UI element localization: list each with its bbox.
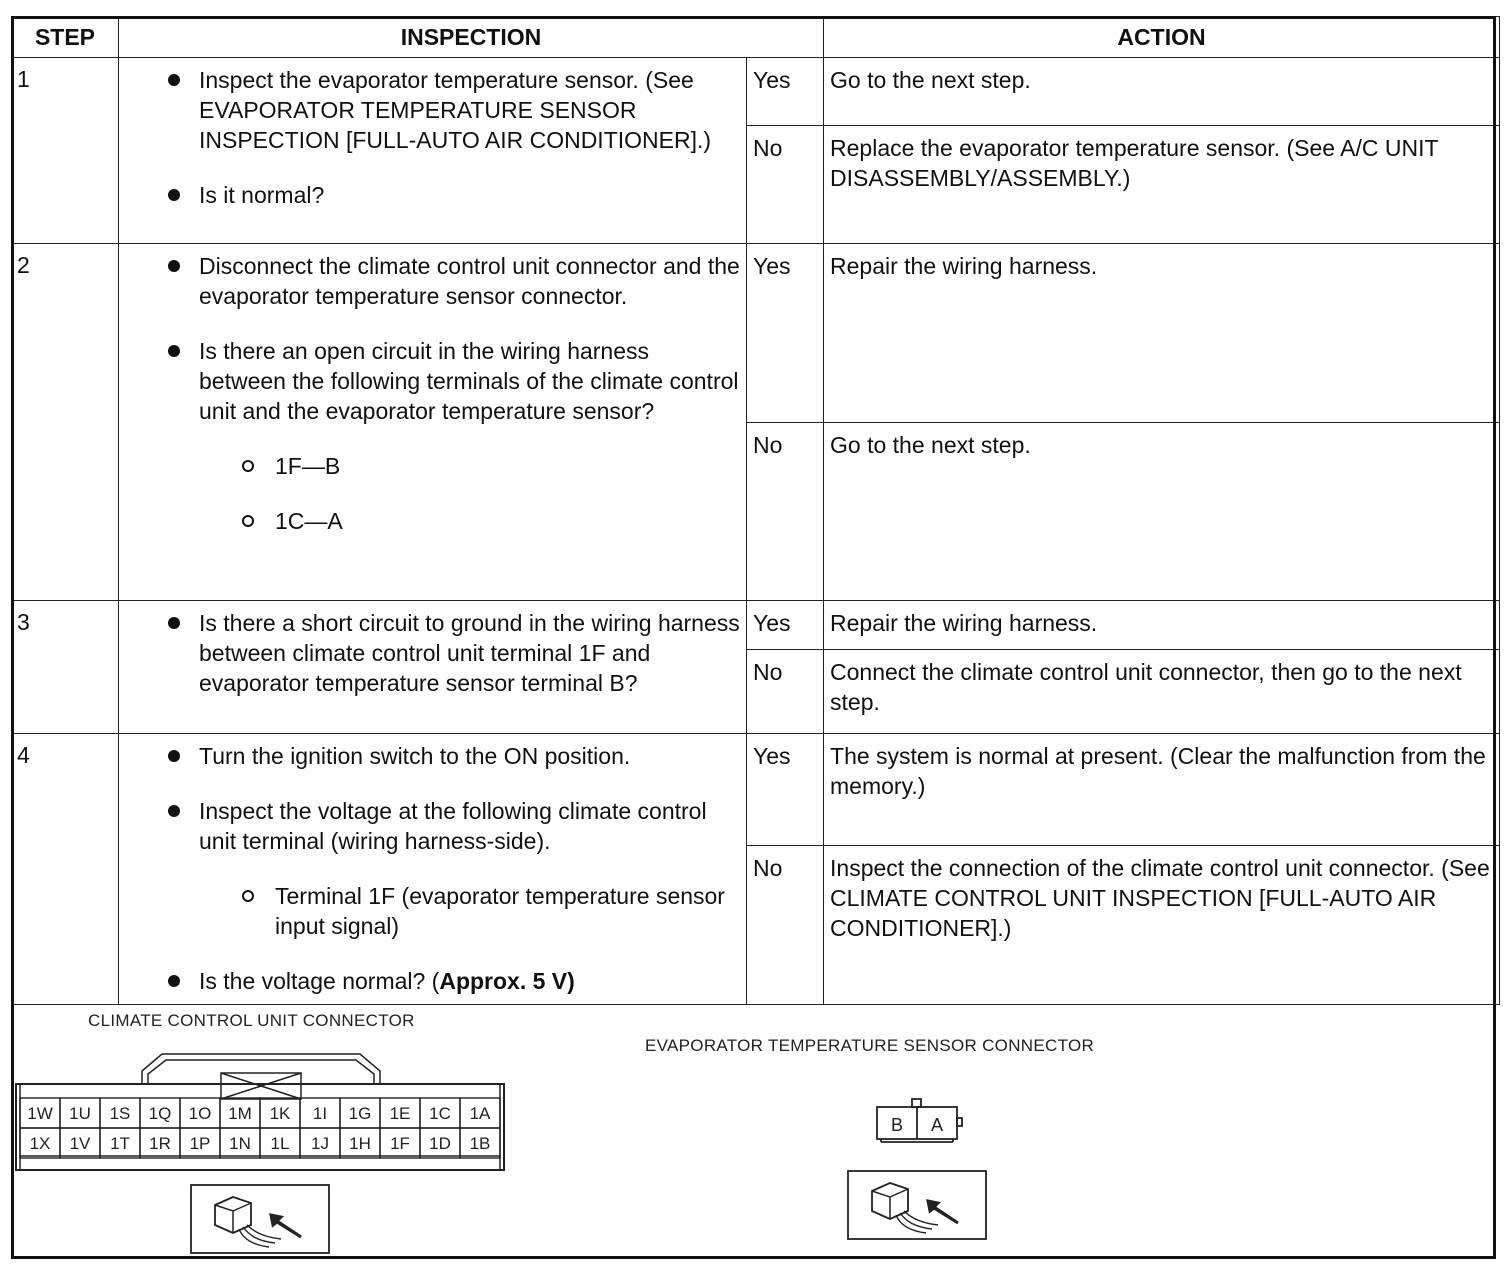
ccu-terminal-label: 1R (149, 1134, 171, 1153)
yes-action: Repair the wiring harness. (824, 601, 1500, 650)
step-number: 1 (12, 58, 119, 244)
ccu-terminal-label: 1U (69, 1104, 91, 1123)
terminal-pair: 1C—A (119, 506, 742, 536)
spec-value: Approx. 5 V) (439, 968, 575, 994)
ccu-terminal-label: 1T (110, 1134, 130, 1153)
yes-action: Repair the wiring harness. (824, 244, 1500, 423)
header-action: ACTION (824, 17, 1500, 58)
step-number: 2 (12, 244, 119, 601)
ccu-terminal-label: 1S (109, 1104, 131, 1123)
ccu-terminal-label: 1G (348, 1104, 372, 1123)
ccu-connector (16, 1054, 504, 1170)
harness-side-connector-icon (191, 1185, 329, 1253)
yes-label: Yes (747, 734, 824, 846)
inspection-bullet: Turn the ignition switch to the ON position. (119, 741, 742, 771)
ccu-terminal-label: 1V (69, 1134, 91, 1153)
ccu-terminal-label: 1I (312, 1104, 328, 1123)
yes-label: Yes (747, 58, 824, 126)
step-number: 4 (12, 734, 119, 1005)
no-action: Inspect the connection of the climate control unit connector. (See CLIMATE CONTROL UNIT INSPECTION [FULL-AUTO AIR CONDITIONER].) (824, 845, 1500, 1004)
ccu-terminal-label: 1N (229, 1134, 251, 1153)
ccu-terminal-label: 1M (228, 1104, 252, 1123)
ccu-terminal-label: 1Q (148, 1104, 172, 1123)
ccu-terminal-label: 1J (311, 1134, 329, 1153)
ets-terminal: A (930, 1115, 944, 1135)
ccu-terminal-label: 1X (29, 1134, 51, 1153)
ccu-terminal-label: 1F (390, 1134, 410, 1153)
no-action: Connect the climate control unit connector, then go to the next step. (824, 650, 1500, 734)
question-text: Is the voltage normal? ( (199, 968, 440, 994)
connector-diagrams (14, 1003, 1494, 1256)
header-inspection: INSPECTION (119, 17, 824, 58)
ccu-terminal-label: 1W (27, 1104, 53, 1123)
step-number: 3 (12, 601, 119, 734)
ccu-terminal-label: 1K (269, 1104, 291, 1123)
header-step: STEP (12, 17, 119, 58)
ccu-terminal-label: 1A (469, 1104, 491, 1123)
ccu-terminal-label: 1C (429, 1104, 451, 1123)
no-label: No (747, 845, 824, 1004)
no-label: No (747, 650, 824, 734)
yes-label: Yes (747, 244, 824, 423)
ccu-connector-caption: CLIMATE CONTROL UNIT CONNECTOR (88, 1011, 415, 1030)
no-label: No (747, 423, 824, 601)
no-label: No (747, 126, 824, 244)
ets-connector-caption: EVAPORATOR TEMPERATURE SENSOR CONNECTOR (645, 1036, 1095, 1055)
terminal-item: Terminal 1F (evaporator temperature sensor input signal) (119, 881, 742, 941)
ccu-terminal-label: 1E (389, 1104, 411, 1123)
ccu-terminal-label: 1O (188, 1104, 212, 1123)
inspection-bullet: Is there an open circuit in the wiring harness between the following terminals of the climate control unit and the evaporator temperature sensor? (119, 336, 742, 426)
ets-terminal: B (890, 1115, 904, 1135)
no-action: Replace the evaporator temperature sensor. (See A/C UNIT DISASSEMBLY/ASSEMBLY.) (824, 126, 1500, 244)
inspection-bullet: Is there a short circuit to ground in the wiring harness between climate control unit terminal 1F and evaporator temperature sensor terminal B? (119, 608, 742, 698)
ccu-terminal-label: 1P (189, 1134, 211, 1153)
inspection-bullet: Is it normal? (119, 180, 742, 210)
ccu-terminal-label: 1H (349, 1134, 371, 1153)
ccu-terminal-grid (20, 1098, 500, 1158)
ccu-terminal-label: 1L (270, 1134, 290, 1153)
yes-action: Go to the next step. (824, 58, 1500, 126)
inspection-bullet: Inspect the evaporator temperature sensor. (See EVAPORATOR TEMPERATURE SENSOR INSPECTION [FULL-AUTO AIR CONDITIONER].) (119, 65, 742, 155)
harness-side-connector-icon (848, 1171, 986, 1239)
no-action: Go to the next step. (824, 423, 1500, 601)
ets-connector (877, 1099, 962, 1142)
yes-action: The system is normal at present. (Clear the malfunction from the memory.) (824, 734, 1500, 846)
yes-label: Yes (747, 601, 824, 650)
inspection-bullet: Disconnect the climate control unit connector and the evaporator temperature sensor connector. (119, 251, 742, 311)
connector-drawing (14, 1003, 1494, 1256)
inspection-bullet: Inspect the voltage at the following climate control unit terminal (wiring harness-side). (119, 796, 742, 856)
ccu-terminal-label: 1B (469, 1134, 491, 1153)
ccu-terminal-label: 1D (429, 1134, 451, 1153)
terminal-pair: 1F—B (119, 451, 742, 481)
